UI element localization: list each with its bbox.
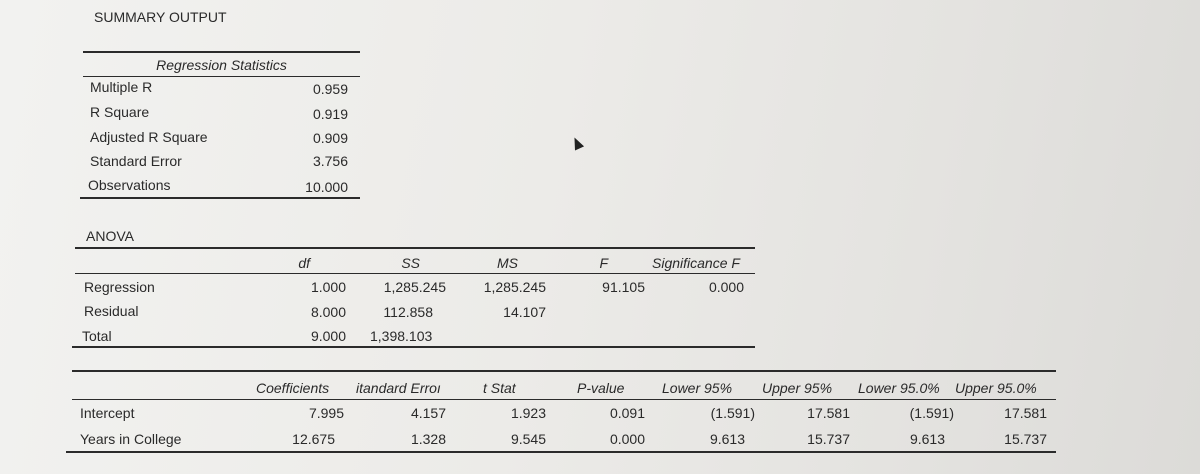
anova-df: 8.000 <box>310 304 346 320</box>
anova-f: 91.105 <box>602 279 645 295</box>
stat-label: Adjusted R Square <box>90 129 208 145</box>
regression-statistics-header: Regression Statistics <box>156 57 287 73</box>
coef-value: 12.675 <box>292 431 335 447</box>
coef-value: 7.995 <box>308 405 344 421</box>
stat-label: Standard Error <box>90 153 182 169</box>
table-rule <box>75 273 755 274</box>
anova-ms: 1,285.245 <box>483 279 546 295</box>
coef-header-upper-95-0: Upper 95.0% <box>955 380 1037 396</box>
anova-row-label: Regression <box>84 279 155 295</box>
coef-value: (1.591) <box>710 405 755 421</box>
stat-value: 10.000 <box>305 179 348 195</box>
coef-value: 15.737 <box>807 431 850 447</box>
coef-header-p-value: P-value <box>577 380 625 396</box>
anova-ms: 14.107 <box>503 304 546 320</box>
table-rule <box>83 51 360 53</box>
anova-header-df: df <box>298 255 310 271</box>
coef-value: 15.737 <box>1004 431 1047 447</box>
anova-title: ANOVA <box>86 228 134 244</box>
anova-row-label: Total <box>82 328 112 344</box>
table-rule <box>80 197 360 199</box>
anova-header-ms: MS <box>497 255 518 271</box>
coef-value: 0.091 <box>609 405 645 421</box>
anova-header-f: F <box>599 255 608 271</box>
coef-value: (1.591) <box>909 405 954 421</box>
stat-value: 0.919 <box>312 106 348 122</box>
summary-title: SUMMARY OUTPUT <box>94 9 227 25</box>
coef-value: 17.581 <box>1004 405 1047 421</box>
coef-value: 1.923 <box>510 405 546 421</box>
coef-header-coefficients: Coefficients <box>256 380 330 396</box>
coef-header-lower-95-0: Lower 95.0% <box>858 380 940 396</box>
stat-value: 3.756 <box>312 153 348 169</box>
anova-significance-f: 0.000 <box>708 279 744 295</box>
coef-row-label: Years in College <box>80 431 182 447</box>
anova-df: 9.000 <box>310 328 346 344</box>
coef-header-lower-95: Lower 95% <box>662 380 733 396</box>
table-rule <box>72 399 1056 400</box>
mouse-cursor-icon <box>570 135 584 150</box>
anova-df: 1.000 <box>310 279 346 295</box>
anova-ss: 112.858 <box>383 304 433 320</box>
table-rule <box>72 370 1056 372</box>
stat-label: R Square <box>90 104 150 120</box>
table-rule <box>83 76 360 77</box>
coef-value: 9.613 <box>709 431 745 447</box>
coef-header-t-stat: t Stat <box>483 380 516 396</box>
anova-ss: 1,285.245 <box>383 279 446 295</box>
coef-value: 1.328 <box>410 431 446 447</box>
coef-value: 0.000 <box>609 431 645 447</box>
coef-value: 9.545 <box>510 431 546 447</box>
coef-row-label: Intercept <box>80 405 135 421</box>
coef-header-upper-95: Upper 95% <box>762 380 833 396</box>
anova-row-label: Residual <box>84 303 139 319</box>
coef-value: 17.581 <box>807 405 850 421</box>
stat-label: Multiple R <box>90 79 153 95</box>
coef-header-standard-error: itandard Erroı <box>356 380 441 396</box>
anova-header-significance: Significance F <box>652 255 740 271</box>
coef-value: 9.613 <box>909 431 945 447</box>
stat-label: Observations <box>88 177 171 193</box>
table-rule <box>75 247 755 249</box>
table-rule <box>66 451 1056 453</box>
stat-value: 0.909 <box>312 130 348 146</box>
anova-ss: 1,398.103 <box>370 328 433 344</box>
coef-value: 4.157 <box>410 405 446 421</box>
anova-header-ss: SS <box>401 255 420 271</box>
stat-value: 0.959 <box>312 81 348 97</box>
table-rule <box>72 346 755 348</box>
